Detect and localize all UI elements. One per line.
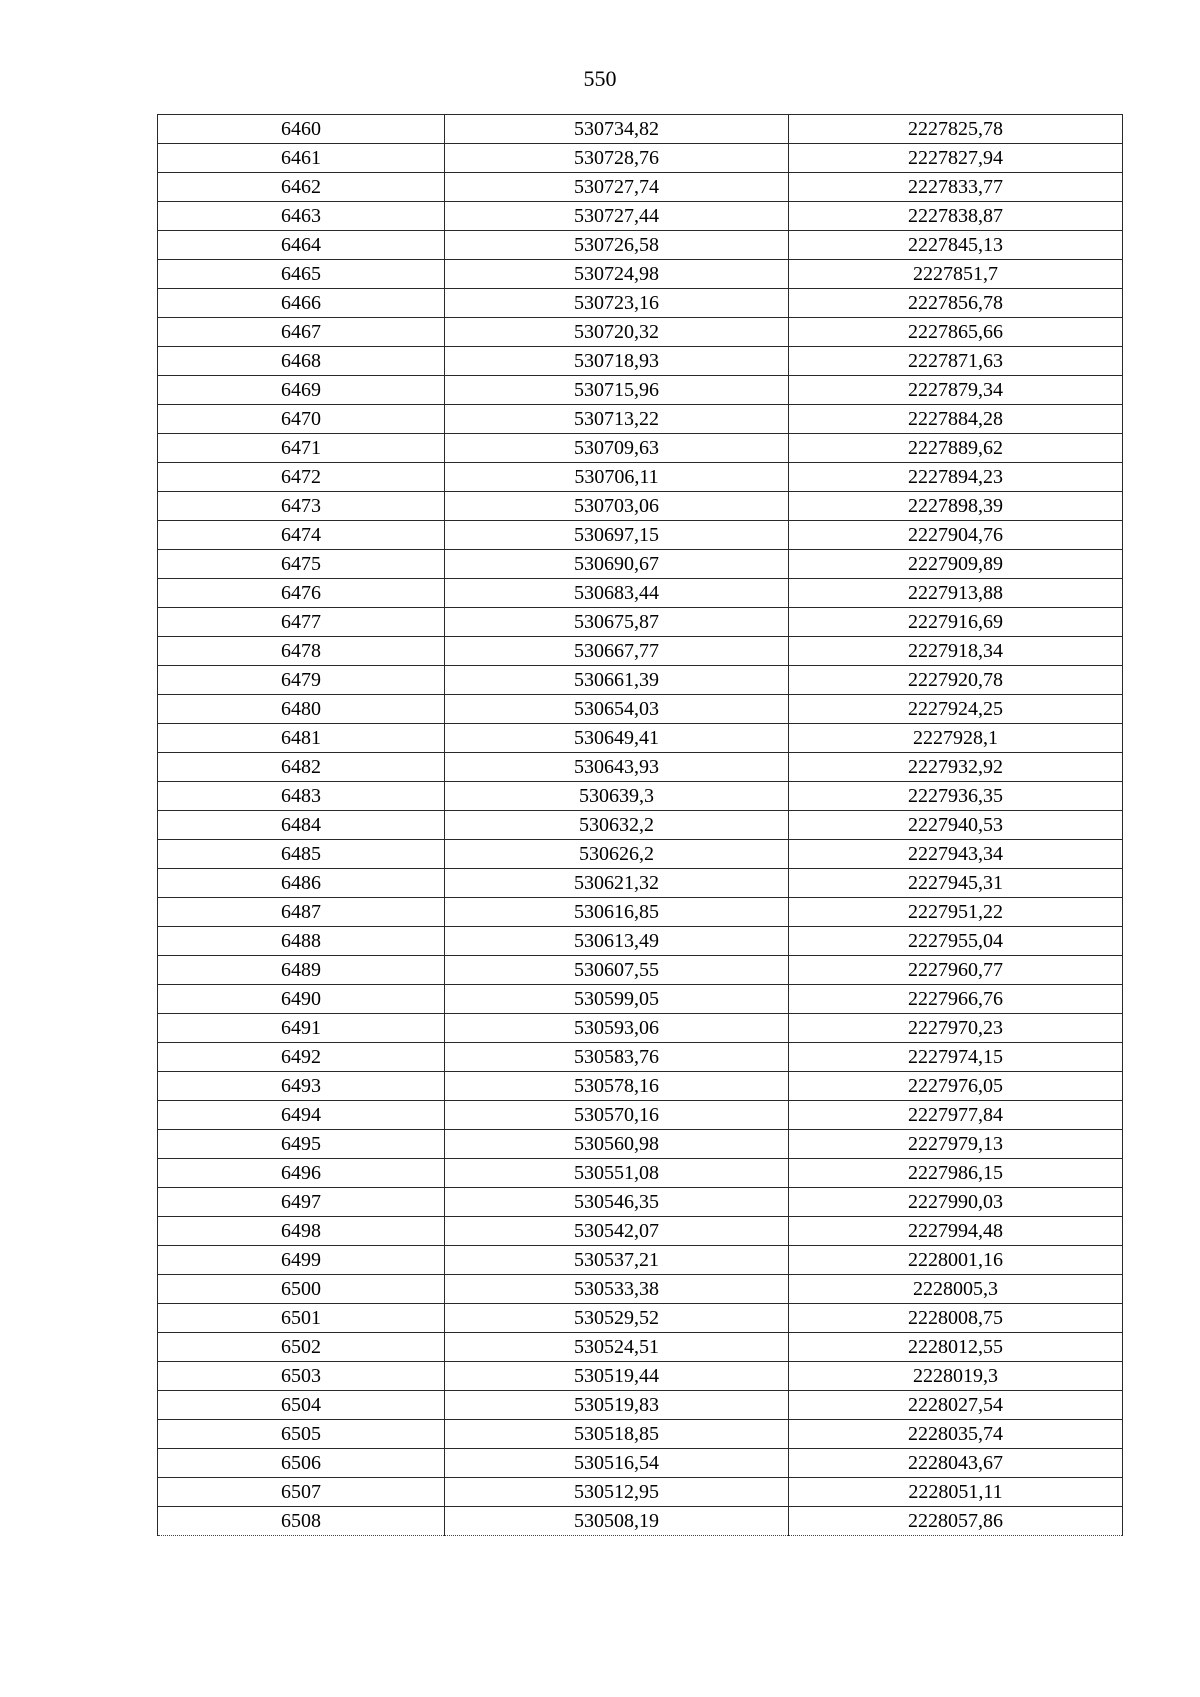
- x-coordinate-cell: 530533,38: [445, 1275, 789, 1304]
- y-coordinate-cell: 2228019,3: [789, 1362, 1123, 1391]
- point-number-cell: 6488: [158, 927, 445, 956]
- x-coordinate-cell: 530537,21: [445, 1246, 789, 1275]
- table-row: [158, 405, 1123, 434]
- x-coordinate-cell: 530690,67: [445, 550, 789, 579]
- y-coordinate-cell: 2228027,54: [789, 1391, 1123, 1420]
- point-number-cell: 6470: [158, 405, 445, 434]
- y-coordinate-cell: 2227865,66: [789, 318, 1123, 347]
- point-number-cell: 6460: [158, 115, 445, 144]
- y-coordinate-cell: 2227879,34: [789, 376, 1123, 405]
- point-number-cell: 6502: [158, 1333, 445, 1362]
- table-row: [158, 753, 1123, 782]
- coordinates-table-body: [158, 115, 1123, 1536]
- x-coordinate-cell: 530632,2: [445, 811, 789, 840]
- table-row: [158, 840, 1123, 869]
- point-number-cell: 6469: [158, 376, 445, 405]
- point-number-cell: 6473: [158, 492, 445, 521]
- x-coordinate-cell: 530727,44: [445, 202, 789, 231]
- table-row: [158, 1507, 1123, 1536]
- x-coordinate-cell: 530706,11: [445, 463, 789, 492]
- table-row: [158, 202, 1123, 231]
- y-coordinate-cell: 2227936,35: [789, 782, 1123, 811]
- point-number-cell: 6503: [158, 1362, 445, 1391]
- y-coordinate-cell: 2227932,92: [789, 753, 1123, 782]
- x-coordinate-cell: 530727,74: [445, 173, 789, 202]
- table-row: [158, 724, 1123, 753]
- y-coordinate-cell: 2227979,13: [789, 1130, 1123, 1159]
- y-coordinate-cell: 2227825,78: [789, 115, 1123, 144]
- table-row: [158, 985, 1123, 1014]
- y-coordinate-cell: 2227928,1: [789, 724, 1123, 753]
- point-number-cell: 6464: [158, 231, 445, 260]
- x-coordinate-cell: 530718,93: [445, 347, 789, 376]
- x-coordinate-cell: 530654,03: [445, 695, 789, 724]
- y-coordinate-cell: 2227951,22: [789, 898, 1123, 927]
- y-coordinate-cell: 2227894,23: [789, 463, 1123, 492]
- point-number-cell: 6499: [158, 1246, 445, 1275]
- table-row: [158, 811, 1123, 840]
- point-number-cell: 6471: [158, 434, 445, 463]
- table-row: [158, 115, 1123, 144]
- y-coordinate-cell: 2227966,76: [789, 985, 1123, 1014]
- y-coordinate-cell: 2227827,94: [789, 144, 1123, 173]
- table-row: [158, 608, 1123, 637]
- point-number-cell: 6466: [158, 289, 445, 318]
- table-row: [158, 1188, 1123, 1217]
- page-number: 550: [583, 66, 617, 91]
- point-number-cell: 6481: [158, 724, 445, 753]
- point-number-cell: 6498: [158, 1217, 445, 1246]
- point-number-cell: 6487: [158, 898, 445, 927]
- x-coordinate-cell: 530643,93: [445, 753, 789, 782]
- y-coordinate-cell: 2227955,04: [789, 927, 1123, 956]
- x-coordinate-cell: 530715,96: [445, 376, 789, 405]
- x-coordinate-cell: 530621,32: [445, 869, 789, 898]
- y-coordinate-cell: 2227960,77: [789, 956, 1123, 985]
- table-row: [158, 1246, 1123, 1275]
- x-coordinate-cell: 530713,22: [445, 405, 789, 434]
- table-row: [158, 550, 1123, 579]
- y-coordinate-cell: 2227920,78: [789, 666, 1123, 695]
- point-number-cell: 6496: [158, 1159, 445, 1188]
- table-row: [158, 463, 1123, 492]
- x-coordinate-cell: 530599,05: [445, 985, 789, 1014]
- point-number-cell: 6486: [158, 869, 445, 898]
- table-row: [158, 1333, 1123, 1362]
- y-coordinate-cell: 2227990,03: [789, 1188, 1123, 1217]
- y-coordinate-cell: 2228051,11: [789, 1478, 1123, 1507]
- table-row: [158, 289, 1123, 318]
- x-coordinate-cell: 530524,51: [445, 1333, 789, 1362]
- y-coordinate-cell: 2227976,05: [789, 1072, 1123, 1101]
- x-coordinate-cell: 530639,3: [445, 782, 789, 811]
- y-coordinate-cell: 2227940,53: [789, 811, 1123, 840]
- y-coordinate-cell: 2227977,84: [789, 1101, 1123, 1130]
- table-row: [158, 318, 1123, 347]
- y-coordinate-cell: 2228057,86: [789, 1507, 1123, 1536]
- x-coordinate-cell: 530697,15: [445, 521, 789, 550]
- y-coordinate-cell: 2227909,89: [789, 550, 1123, 579]
- point-number-cell: 6507: [158, 1478, 445, 1507]
- point-number-cell: 6493: [158, 1072, 445, 1101]
- x-coordinate-cell: 530728,76: [445, 144, 789, 173]
- point-number-cell: 6508: [158, 1507, 445, 1536]
- y-coordinate-cell: 2227918,34: [789, 637, 1123, 666]
- table-row: [158, 260, 1123, 289]
- point-number-cell: 6467: [158, 318, 445, 347]
- x-coordinate-cell: 530546,35: [445, 1188, 789, 1217]
- x-coordinate-cell: 530542,07: [445, 1217, 789, 1246]
- x-coordinate-cell: 530726,58: [445, 231, 789, 260]
- y-coordinate-cell: 2227856,78: [789, 289, 1123, 318]
- x-coordinate-cell: 530518,85: [445, 1420, 789, 1449]
- table-row: [158, 1304, 1123, 1333]
- table-row: [158, 898, 1123, 927]
- table-row: [158, 1275, 1123, 1304]
- x-coordinate-cell: 530529,52: [445, 1304, 789, 1333]
- y-coordinate-cell: 2228043,67: [789, 1449, 1123, 1478]
- table-row: [158, 434, 1123, 463]
- x-coordinate-cell: 530560,98: [445, 1130, 789, 1159]
- point-number-cell: 6485: [158, 840, 445, 869]
- x-coordinate-cell: 530508,19: [445, 1507, 789, 1536]
- table-row: [158, 376, 1123, 405]
- y-coordinate-cell: 2227845,13: [789, 231, 1123, 260]
- point-number-cell: 6474: [158, 521, 445, 550]
- x-coordinate-cell: 530616,85: [445, 898, 789, 927]
- x-coordinate-cell: 530649,41: [445, 724, 789, 753]
- table-row: [158, 666, 1123, 695]
- x-coordinate-cell: 530519,44: [445, 1362, 789, 1391]
- point-number-cell: 6495: [158, 1130, 445, 1159]
- table-row: [158, 579, 1123, 608]
- x-coordinate-cell: 530720,32: [445, 318, 789, 347]
- table-row: [158, 927, 1123, 956]
- point-number-cell: 6489: [158, 956, 445, 985]
- point-number-cell: 6501: [158, 1304, 445, 1333]
- x-coordinate-cell: 530683,44: [445, 579, 789, 608]
- table-row: [158, 144, 1123, 173]
- y-coordinate-cell: 2227916,69: [789, 608, 1123, 637]
- y-coordinate-cell: 2227974,15: [789, 1043, 1123, 1072]
- x-coordinate-cell: 530519,83: [445, 1391, 789, 1420]
- table-row: [158, 695, 1123, 724]
- x-coordinate-cell: 530667,77: [445, 637, 789, 666]
- table-row: [158, 1478, 1123, 1507]
- point-number-cell: 6504: [158, 1391, 445, 1420]
- point-number-cell: 6465: [158, 260, 445, 289]
- point-number-cell: 6490: [158, 985, 445, 1014]
- table-row: [158, 637, 1123, 666]
- x-coordinate-cell: 530661,39: [445, 666, 789, 695]
- table-row: [158, 347, 1123, 376]
- point-number-cell: 6479: [158, 666, 445, 695]
- table-row: [158, 1101, 1123, 1130]
- y-coordinate-cell: 2227945,31: [789, 869, 1123, 898]
- x-coordinate-cell: 530626,2: [445, 840, 789, 869]
- point-number-cell: 6477: [158, 608, 445, 637]
- point-number-cell: 6480: [158, 695, 445, 724]
- point-number-cell: 6472: [158, 463, 445, 492]
- x-coordinate-cell: 530613,49: [445, 927, 789, 956]
- table-row: [158, 1420, 1123, 1449]
- x-coordinate-cell: 530593,06: [445, 1014, 789, 1043]
- point-number-cell: 6463: [158, 202, 445, 231]
- table-row: [158, 521, 1123, 550]
- table-row: [158, 1159, 1123, 1188]
- x-coordinate-cell: 530723,16: [445, 289, 789, 318]
- x-coordinate-cell: 530512,95: [445, 1478, 789, 1507]
- y-coordinate-cell: 2227871,63: [789, 347, 1123, 376]
- point-number-cell: 6482: [158, 753, 445, 782]
- point-number-cell: 6500: [158, 1275, 445, 1304]
- y-coordinate-cell: 2227838,87: [789, 202, 1123, 231]
- x-coordinate-cell: 530607,55: [445, 956, 789, 985]
- point-number-cell: 6494: [158, 1101, 445, 1130]
- coordinates-table: [157, 114, 1123, 1536]
- x-coordinate-cell: 530551,08: [445, 1159, 789, 1188]
- x-coordinate-cell: 530709,63: [445, 434, 789, 463]
- y-coordinate-cell: 2227898,39: [789, 492, 1123, 521]
- point-number-cell: 6475: [158, 550, 445, 579]
- y-coordinate-cell: 2228001,16: [789, 1246, 1123, 1275]
- table-row: [158, 231, 1123, 260]
- y-coordinate-cell: 2227851,7: [789, 260, 1123, 289]
- y-coordinate-cell: 2227986,15: [789, 1159, 1123, 1188]
- y-coordinate-cell: 2227889,62: [789, 434, 1123, 463]
- y-coordinate-cell: 2227833,77: [789, 173, 1123, 202]
- table-row: [158, 1217, 1123, 1246]
- table-row: [158, 1449, 1123, 1478]
- y-coordinate-cell: 2228035,74: [789, 1420, 1123, 1449]
- point-number-cell: 6506: [158, 1449, 445, 1478]
- table-row: [158, 1043, 1123, 1072]
- point-number-cell: 6492: [158, 1043, 445, 1072]
- point-number-cell: 6484: [158, 811, 445, 840]
- x-coordinate-cell: 530583,76: [445, 1043, 789, 1072]
- y-coordinate-cell: 2227884,28: [789, 405, 1123, 434]
- table-row: [158, 1362, 1123, 1391]
- table-row: [158, 956, 1123, 985]
- y-coordinate-cell: 2228008,75: [789, 1304, 1123, 1333]
- table-row: [158, 1014, 1123, 1043]
- point-number-cell: 6461: [158, 144, 445, 173]
- y-coordinate-cell: 2227924,25: [789, 695, 1123, 724]
- x-coordinate-cell: 530703,06: [445, 492, 789, 521]
- x-coordinate-cell: 530724,98: [445, 260, 789, 289]
- x-coordinate-cell: 530516,54: [445, 1449, 789, 1478]
- point-number-cell: 6483: [158, 782, 445, 811]
- y-coordinate-cell: 2227943,34: [789, 840, 1123, 869]
- y-coordinate-cell: 2228012,55: [789, 1333, 1123, 1362]
- table-row: [158, 1072, 1123, 1101]
- y-coordinate-cell: 2227994,48: [789, 1217, 1123, 1246]
- y-coordinate-cell: 2227904,76: [789, 521, 1123, 550]
- point-number-cell: 6476: [158, 579, 445, 608]
- table-row: [158, 1391, 1123, 1420]
- y-coordinate-cell: 2227913,88: [789, 579, 1123, 608]
- point-number-cell: 6505: [158, 1420, 445, 1449]
- point-number-cell: 6478: [158, 637, 445, 666]
- x-coordinate-cell: 530734,82: [445, 115, 789, 144]
- table-row: [158, 869, 1123, 898]
- point-number-cell: 6462: [158, 173, 445, 202]
- y-coordinate-cell: 2227970,23: [789, 1014, 1123, 1043]
- table-row: [158, 492, 1123, 521]
- x-coordinate-cell: 530570,16: [445, 1101, 789, 1130]
- table-row: [158, 1130, 1123, 1159]
- table-row: [158, 782, 1123, 811]
- x-coordinate-cell: 530675,87: [445, 608, 789, 637]
- point-number-cell: 6491: [158, 1014, 445, 1043]
- table-row: [158, 173, 1123, 202]
- point-number-cell: 6497: [158, 1188, 445, 1217]
- y-coordinate-cell: 2228005,3: [789, 1275, 1123, 1304]
- point-number-cell: 6468: [158, 347, 445, 376]
- x-coordinate-cell: 530578,16: [445, 1072, 789, 1101]
